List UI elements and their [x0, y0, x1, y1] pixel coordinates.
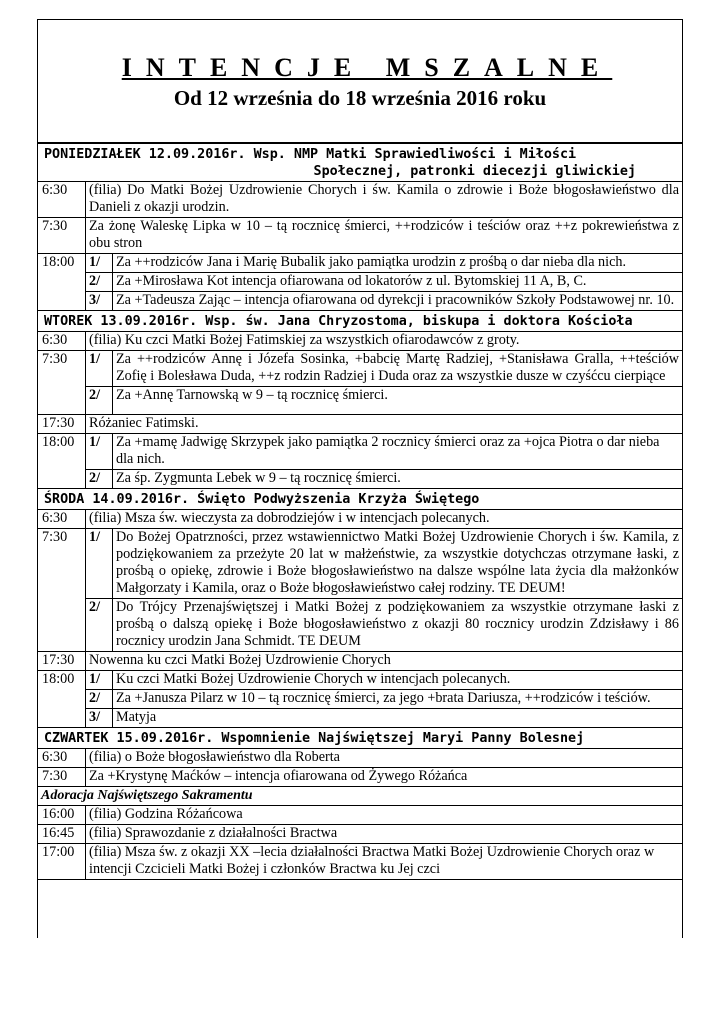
mass-intention: Ku czci Matki Bożej Uzdrowienie Chorych w intencjach polecanych. — [113, 671, 683, 690]
mass-intention: Do Bożej Opatrzności, przez wstawiennictwo Matki Bożej Uzdrowienie Chorych i św. Kamila, z podziękowaniem za przeżyte 20 lat w małżeństwie, za wszystkie dotychczas otrzymane łaski, z prośbą o opiekę, zdrowie i Boże błogosławieństwo na dalsze wspólne lata życia dla małżonków Małgorzaty i Kamila, oraz o Boże błogosławieństwo całej rodziny. TE DEUM! — [113, 529, 683, 599]
mass-row — [38, 218, 683, 254]
mass-time: 7:30 — [38, 768, 86, 787]
mass-time: 17:00 — [38, 844, 86, 880]
intention-number: 3/ — [86, 292, 113, 311]
mass-time: 7:30 — [38, 218, 86, 254]
mass-time: 18:00 — [38, 671, 86, 728]
mass-row — [38, 844, 683, 880]
mass-row — [38, 351, 683, 387]
day-heading-line: PONIEDZIAŁEK 12.09.2016r. Wsp. NMP Matki Sprawiedliwości i Miłości — [44, 147, 577, 162]
section-heading: Adoracja Najświętszego Sakramentu — [38, 787, 683, 806]
page-subtitle: Od 12 września do 18 września 2016 roku — [173, 86, 547, 110]
intention-number: 2/ — [86, 599, 113, 652]
intention-number: 2/ — [86, 387, 113, 415]
mass-intention: Za +Tadeusza Zając – intencja ofiarowana od dyrekcji i pracowników Szkoły Podstawowej nr. 10. — [113, 292, 683, 311]
mass-row — [38, 671, 683, 690]
mass-time: 6:30 — [38, 749, 86, 768]
intention-number: 1/ — [86, 351, 113, 387]
day-heading: ŚRODA 14.09.2016r. Święto Podwyższenia Krzyża Świętego — [38, 489, 683, 510]
intention-number: 2/ — [86, 690, 113, 709]
mass-intention: (filia) Sprawozdanie z działalności Bractwa — [86, 825, 683, 844]
schedule-frame — [37, 19, 683, 938]
day-heading: WTOREK 13.09.2016r. Wsp. św. Jana Chryzostoma, biskupa i doktora Kościoła — [38, 311, 683, 332]
mass-intention: Za +Annę Tarnowską w 9 – tą rocznicę śmierci. — [113, 387, 683, 415]
mass-row — [38, 434, 683, 470]
mass-intention: Matyja — [113, 709, 683, 728]
mass-row — [38, 529, 683, 599]
mass-intention: (filia) Msza św. wieczysta za dobrodziejów i w intencjach polecanych. — [86, 510, 683, 529]
mass-row — [38, 768, 683, 787]
intention-number: 1/ — [86, 529, 113, 599]
mass-row — [38, 749, 683, 768]
intention-number: 2/ — [86, 470, 113, 489]
mass-intention: (filia) Do Matki Bożej Uzdrowienie Chorych i św. Kamila o zdrowie i Boże błogosławieństwo dla Danieli z okazji urodzin. — [86, 182, 683, 218]
mass-row — [38, 825, 683, 844]
mass-intention: Za ++rodziców Jana i Marię Bubalik jako pamiątka urodzin z prośbą o dar nieba dla nich. — [113, 254, 683, 273]
mass-time: 17:30 — [38, 652, 86, 671]
mass-time: 17:30 — [38, 415, 86, 434]
intention-number: 1/ — [86, 254, 113, 273]
mass-row — [38, 510, 683, 529]
day-header-row — [38, 311, 683, 332]
mass-row — [38, 182, 683, 218]
mass-time: 6:30 — [38, 182, 86, 218]
intention-number: 1/ — [86, 671, 113, 690]
mass-row — [38, 599, 683, 652]
mass-intention: Za +mamę Jadwigę Skrzypek jako pamiątka 2 rocznicy śmierci oraz za +ojca Piotra o dar nieba dla nich. — [113, 434, 683, 470]
intention-number: 1/ — [86, 434, 113, 470]
mass-time: 7:30 — [38, 351, 86, 415]
mass-time: 16:45 — [38, 825, 86, 844]
page-title: INTENCJE MSZALNE — [121, 53, 613, 82]
mass-intention: Za +Mirosława Kot intencja ofiarowana od lokatorów z ul. Bytomskiej 11 A, B, C. — [113, 273, 683, 292]
mass-time: 6:30 — [38, 332, 86, 351]
day-heading — [38, 144, 683, 182]
mass-row — [38, 387, 683, 415]
mass-row — [38, 292, 683, 311]
mass-row — [38, 690, 683, 709]
mass-row — [38, 273, 683, 292]
mass-time: 18:00 — [38, 254, 86, 311]
mass-row — [38, 709, 683, 728]
mass-intention: Nowenna ku czci Matki Bożej Uzdrowienie Chorych — [86, 652, 683, 671]
day-header-row — [38, 489, 683, 510]
mass-row — [38, 415, 683, 434]
day-heading-line: Społecznej, patronki diecezji gliwickiej — [313, 164, 636, 179]
mass-intention: Za +Janusza Pilarz w 10 – tą rocznicę śmierci, za jego +brata Dariusza, ++rodziców i teściów. — [113, 690, 683, 709]
mass-intention: Za śp. Zygmunta Lebek w 9 – tą rocznicę śmierci. — [113, 470, 683, 489]
section-row — [38, 787, 683, 806]
mass-row — [38, 470, 683, 489]
mass-row — [38, 332, 683, 351]
mass-time: 16:00 — [38, 806, 86, 825]
mass-row — [38, 806, 683, 825]
intention-number: 2/ — [86, 273, 113, 292]
day-header-row — [38, 144, 683, 182]
mass-time: 18:00 — [38, 434, 86, 489]
day-header-row — [38, 728, 683, 749]
mass-intention: (filia) Godzina Różańcowa — [86, 806, 683, 825]
mass-intention: Za +Krystynę Maćków – intencja ofiarowana od Żywego Różańca — [86, 768, 683, 787]
mass-intention: (filia) o Boże błogosławieństwo dla Roberta — [86, 749, 683, 768]
mass-intention: (filia) Ku czci Matki Bożej Fatimskiej za wszystkich ofiarodawców z groty. — [86, 332, 683, 351]
intentions-table — [37, 143, 683, 880]
mass-row — [38, 254, 683, 273]
mass-intention: Za żonę Waleskę Lipka w 10 – tą rocznicę śmierci, ++rodziców i teściów oraz ++z pokrewieństwa z obu stron — [86, 218, 683, 254]
day-heading: CZWARTEK 15.09.2016r. Wspomnienie Najświętszej Maryi Panny Bolesnej — [38, 728, 683, 749]
intention-number: 3/ — [86, 709, 113, 728]
mass-intention: Za ++rodziców Annę i Józefa Sosinka, +babcię Martę Radziej, +Stanisława Gralla, ++teściów Zofię i Bolesława Duda, ++z rodzin Radziej i Duda oraz za wszystkie dusze w czyśćcu cierpiące — [113, 351, 683, 387]
mass-intention: Do Trójcy Przenajświętszej i Matki Bożej z podziękowaniem za wszystkie otrzymane łaski z prośbą o dalszą opiekę i Boże błogosławieństwo z okazji 80 rocznicy urodzin Zdzisławy i 86 rocznicy urodzin Jana Schmidt. TE DEUM — [113, 599, 683, 652]
mass-intention: Różaniec Fatimski. — [86, 415, 683, 434]
header — [38, 20, 682, 143]
mass-time: 7:30 — [38, 529, 86, 652]
mass-time: 6:30 — [38, 510, 86, 529]
mass-intention: (filia) Msza św. z okazji XX –lecia działalności Bractwa Matki Bożej Uzdrowienie Chorych oraz w intencji Czcicieli Matki Bożej i członków Bractwa ku Jej czci — [86, 844, 683, 880]
mass-row — [38, 652, 683, 671]
